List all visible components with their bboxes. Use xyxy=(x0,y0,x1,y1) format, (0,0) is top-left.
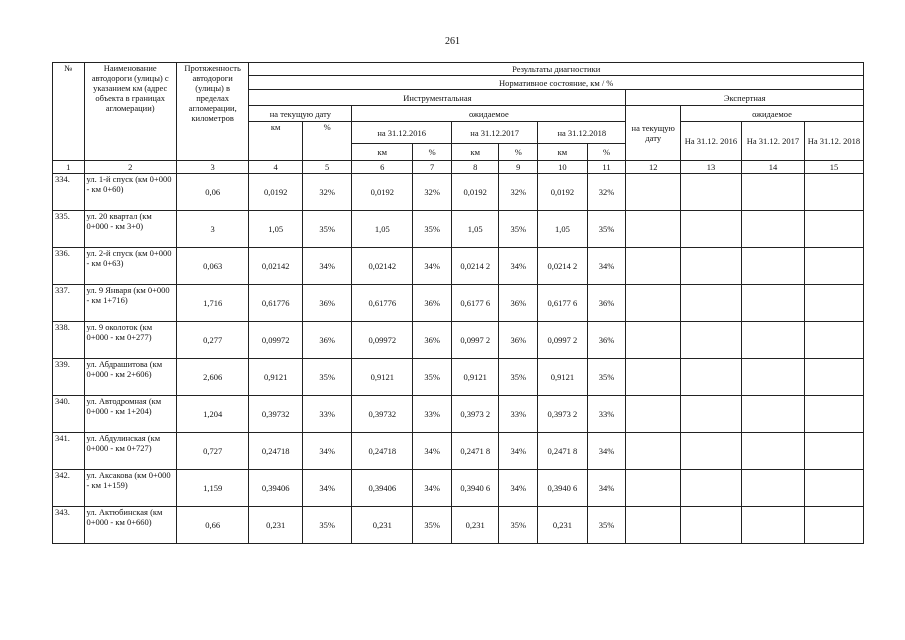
expert-2016 xyxy=(681,248,742,285)
pct-2017: 34% xyxy=(499,248,538,285)
km-2016: 0,39406 xyxy=(352,470,413,507)
km-2018: 0,231 xyxy=(538,507,587,544)
row-number: 343. xyxy=(53,507,85,544)
diagnostics-table xyxy=(52,62,864,544)
km-2016: 0,39732 xyxy=(352,396,413,433)
col-number: 5 xyxy=(302,161,351,174)
road-length: 1,159 xyxy=(176,470,248,507)
col-number: 1 xyxy=(53,161,85,174)
row-number: 334. xyxy=(53,174,85,211)
expert-2018 xyxy=(804,359,863,396)
header-km-2016: км xyxy=(352,144,413,161)
pct-2016: 35% xyxy=(413,359,452,396)
expert-2018 xyxy=(804,322,863,359)
table-row xyxy=(53,507,864,544)
road-length: 1,716 xyxy=(176,285,248,322)
km-2018: 1,05 xyxy=(538,211,587,248)
expert-2016 xyxy=(681,507,742,544)
table-row xyxy=(53,322,864,359)
km-2018: 0,3973 2 xyxy=(538,396,587,433)
current-km: 0,61776 xyxy=(249,285,303,322)
col-number: 9 xyxy=(499,161,538,174)
km-2016: 1,05 xyxy=(352,211,413,248)
current-km: 0,39406 xyxy=(249,470,303,507)
header-expert-2016: На 31.12. 2016 xyxy=(681,122,742,161)
road-name: ул. Аксакова (км 0+000 - км 1+159) xyxy=(84,470,176,507)
expert-current xyxy=(626,433,681,470)
road-length: 1,204 xyxy=(176,396,248,433)
row-number: 342. xyxy=(53,470,85,507)
current-km: 0,0192 xyxy=(249,174,303,211)
table-row xyxy=(53,359,864,396)
km-2017: 0,3973 2 xyxy=(452,396,499,433)
header-date-2017: на 31.12.2017 xyxy=(452,122,538,144)
header-pct-2018: % xyxy=(587,144,626,161)
pct-2017: 35% xyxy=(499,211,538,248)
pct-2016: 32% xyxy=(413,174,452,211)
col-number: 14 xyxy=(741,161,804,174)
pct-2018: 35% xyxy=(587,359,626,396)
km-2017: 0,9121 xyxy=(452,359,499,396)
header-expert-2017: На 31.12. 2017 xyxy=(741,122,804,161)
expert-2018 xyxy=(804,470,863,507)
current-pct: 36% xyxy=(302,322,351,359)
header-results: Результаты диагностики xyxy=(249,63,864,76)
row-number: 338. xyxy=(53,322,85,359)
pct-2017: 36% xyxy=(499,285,538,322)
table-row xyxy=(53,248,864,285)
expert-2017 xyxy=(741,322,804,359)
row-number: 336. xyxy=(53,248,85,285)
current-pct: 33% xyxy=(302,396,351,433)
header-date-2016: на 31.12.2016 xyxy=(352,122,452,144)
km-2018: 0,2471 8 xyxy=(538,433,587,470)
km-2018: 0,6177 6 xyxy=(538,285,587,322)
km-2017: 1,05 xyxy=(452,211,499,248)
expert-2017 xyxy=(741,433,804,470)
header-expected: ожидаемое xyxy=(352,106,626,122)
km-2017: 0,0997 2 xyxy=(452,322,499,359)
expert-current xyxy=(626,470,681,507)
header-current-date: на текущую дату xyxy=(249,106,352,122)
expert-2016 xyxy=(681,285,742,322)
expert-2016 xyxy=(681,470,742,507)
header-date-2018: на 31.12.2018 xyxy=(538,122,626,144)
header-pct-2017: % xyxy=(499,144,538,161)
col-number: 15 xyxy=(804,161,863,174)
header-length: Протяженность автодороги (улицы) в пределах агломерации, километров xyxy=(176,63,248,161)
expert-current xyxy=(626,285,681,322)
road-length: 0,06 xyxy=(176,174,248,211)
km-2016: 0,02142 xyxy=(352,248,413,285)
pct-2017: 34% xyxy=(499,470,538,507)
current-km: 0,24718 xyxy=(249,433,303,470)
km-2018: 0,0214 2 xyxy=(538,248,587,285)
expert-2017 xyxy=(741,396,804,433)
row-number: 341. xyxy=(53,433,85,470)
expert-2018 xyxy=(804,396,863,433)
expert-2018 xyxy=(804,433,863,470)
pct-2016: 36% xyxy=(413,322,452,359)
road-length: 2,606 xyxy=(176,359,248,396)
expert-2017 xyxy=(741,359,804,396)
table-row xyxy=(53,470,864,507)
road-name: ул. 9 околоток (км 0+000 - км 0+277) xyxy=(84,322,176,359)
header-km-2017: км xyxy=(452,144,499,161)
expert-2018 xyxy=(804,507,863,544)
table-row xyxy=(53,433,864,470)
col-number: 6 xyxy=(352,161,413,174)
pct-2016: 34% xyxy=(413,470,452,507)
pct-2018: 36% xyxy=(587,322,626,359)
km-2017: 0,231 xyxy=(452,507,499,544)
row-number: 335. xyxy=(53,211,85,248)
current-km: 0,39732 xyxy=(249,396,303,433)
km-2017: 0,3940 6 xyxy=(452,470,499,507)
current-km: 0,9121 xyxy=(249,359,303,396)
expert-2018 xyxy=(804,285,863,322)
pct-2017: 33% xyxy=(499,396,538,433)
expert-2018 xyxy=(804,211,863,248)
km-2017: 0,0192 xyxy=(452,174,499,211)
expert-2017 xyxy=(741,507,804,544)
current-pct: 35% xyxy=(302,211,351,248)
road-name: ул. 2-й спуск (км 0+000 - км 0+63) xyxy=(84,248,176,285)
km-2017: 0,6177 6 xyxy=(452,285,499,322)
header-instrumental: Инструментальная xyxy=(249,90,626,106)
pct-2018: 34% xyxy=(587,470,626,507)
km-2017: 0,0214 2 xyxy=(452,248,499,285)
pct-2018: 32% xyxy=(587,174,626,211)
expert-2017 xyxy=(741,285,804,322)
current-pct: 35% xyxy=(302,507,351,544)
road-name: ул. Автодромная (км 0+000 - км 1+204) xyxy=(84,396,176,433)
km-2018: 0,9121 xyxy=(538,359,587,396)
pct-2016: 35% xyxy=(413,211,452,248)
header-km-2018: км xyxy=(538,144,587,161)
expert-2017 xyxy=(741,174,804,211)
pct-2017: 35% xyxy=(499,359,538,396)
col-number: 4 xyxy=(249,161,303,174)
header-pct-2016: % xyxy=(413,144,452,161)
expert-current xyxy=(626,507,681,544)
header-expert-2018: На 31.12. 2018 xyxy=(804,122,863,161)
pct-2017: 32% xyxy=(499,174,538,211)
road-length: 0,66 xyxy=(176,507,248,544)
pct-2018: 34% xyxy=(587,433,626,470)
expert-current xyxy=(626,396,681,433)
expert-current xyxy=(626,359,681,396)
page-number: 261 xyxy=(445,36,460,47)
pct-2018: 35% xyxy=(587,211,626,248)
col-number: 11 xyxy=(587,161,626,174)
table-row xyxy=(53,285,864,322)
pct-2018: 34% xyxy=(587,248,626,285)
pct-2018: 35% xyxy=(587,507,626,544)
col-number: 3 xyxy=(176,161,248,174)
table-row xyxy=(53,396,864,433)
expert-2018 xyxy=(804,174,863,211)
expert-2017 xyxy=(741,211,804,248)
expert-2017 xyxy=(741,248,804,285)
row-number: 340. xyxy=(53,396,85,433)
pct-2018: 33% xyxy=(587,396,626,433)
header-expert: Экспертная xyxy=(626,90,864,106)
row-number: 337. xyxy=(53,285,85,322)
pct-2016: 34% xyxy=(413,248,452,285)
road-name: ул. 9 Января (км 0+000 - км 1+716) xyxy=(84,285,176,322)
current-km: 1,05 xyxy=(249,211,303,248)
expert-current xyxy=(626,211,681,248)
current-pct: 34% xyxy=(302,433,351,470)
expert-current xyxy=(626,248,681,285)
table-row xyxy=(53,211,864,248)
road-name: ул. 1-й спуск (км 0+000 - км 0+60) xyxy=(84,174,176,211)
pct-2017: 36% xyxy=(499,322,538,359)
current-pct: 34% xyxy=(302,248,351,285)
header-no: № xyxy=(53,63,85,161)
current-pct: 32% xyxy=(302,174,351,211)
road-name: ул. Абдрашитова (км 0+000 - км 2+606) xyxy=(84,359,176,396)
km-2016: 0,24718 xyxy=(352,433,413,470)
col-number: 10 xyxy=(538,161,587,174)
table-row xyxy=(53,174,864,211)
km-2016: 0,231 xyxy=(352,507,413,544)
col-number: 12 xyxy=(626,161,681,174)
km-2018: 0,0192 xyxy=(538,174,587,211)
road-name: ул. Актюбинская (км 0+000 - км 0+660) xyxy=(84,507,176,544)
km-2016: 0,0192 xyxy=(352,174,413,211)
header-expert-expected: ожидаемое xyxy=(681,106,864,122)
header-road-name: Наименование автодороги (улицы) с указанием км (адрес объекта в границах агломерации) xyxy=(84,63,176,161)
pct-2016: 33% xyxy=(413,396,452,433)
current-pct: 35% xyxy=(302,359,351,396)
road-length: 3 xyxy=(176,211,248,248)
expert-2018 xyxy=(804,248,863,285)
expert-2017 xyxy=(741,470,804,507)
pct-2017: 35% xyxy=(499,507,538,544)
header-current-pct: % xyxy=(302,122,351,161)
current-pct: 34% xyxy=(302,470,351,507)
expert-2016 xyxy=(681,211,742,248)
pct-2016: 35% xyxy=(413,507,452,544)
current-km: 0,02142 xyxy=(249,248,303,285)
current-km: 0,231 xyxy=(249,507,303,544)
km-2016: 0,09972 xyxy=(352,322,413,359)
col-number: 2 xyxy=(84,161,176,174)
pct-2016: 34% xyxy=(413,433,452,470)
current-km: 0,09972 xyxy=(249,322,303,359)
expert-2016 xyxy=(681,174,742,211)
road-name: ул. 20 квартал (км 0+000 - км 3+0) xyxy=(84,211,176,248)
km-2018: 0,0997 2 xyxy=(538,322,587,359)
pct-2016: 36% xyxy=(413,285,452,322)
expert-2016 xyxy=(681,359,742,396)
col-number: 13 xyxy=(681,161,742,174)
km-2016: 0,61776 xyxy=(352,285,413,322)
km-2018: 0,3940 6 xyxy=(538,470,587,507)
col-number: 8 xyxy=(452,161,499,174)
pct-2018: 36% xyxy=(587,285,626,322)
road-length: 0,727 xyxy=(176,433,248,470)
expert-2016 xyxy=(681,433,742,470)
header-current-km: км xyxy=(249,122,303,161)
expert-current xyxy=(626,174,681,211)
col-number: 7 xyxy=(413,161,452,174)
row-number: 339. xyxy=(53,359,85,396)
header-expert-current: на текущую дату xyxy=(626,106,681,161)
road-length: 0,277 xyxy=(176,322,248,359)
header-normative: Нормативное состояние, км / % xyxy=(249,76,864,90)
expert-current xyxy=(626,322,681,359)
current-pct: 36% xyxy=(302,285,351,322)
road-length: 0,063 xyxy=(176,248,248,285)
expert-2016 xyxy=(681,396,742,433)
pct-2017: 34% xyxy=(499,433,538,470)
km-2017: 0,2471 8 xyxy=(452,433,499,470)
road-name: ул. Абдулинская (км 0+000 - км 0+727) xyxy=(84,433,176,470)
expert-2016 xyxy=(681,322,742,359)
km-2016: 0,9121 xyxy=(352,359,413,396)
